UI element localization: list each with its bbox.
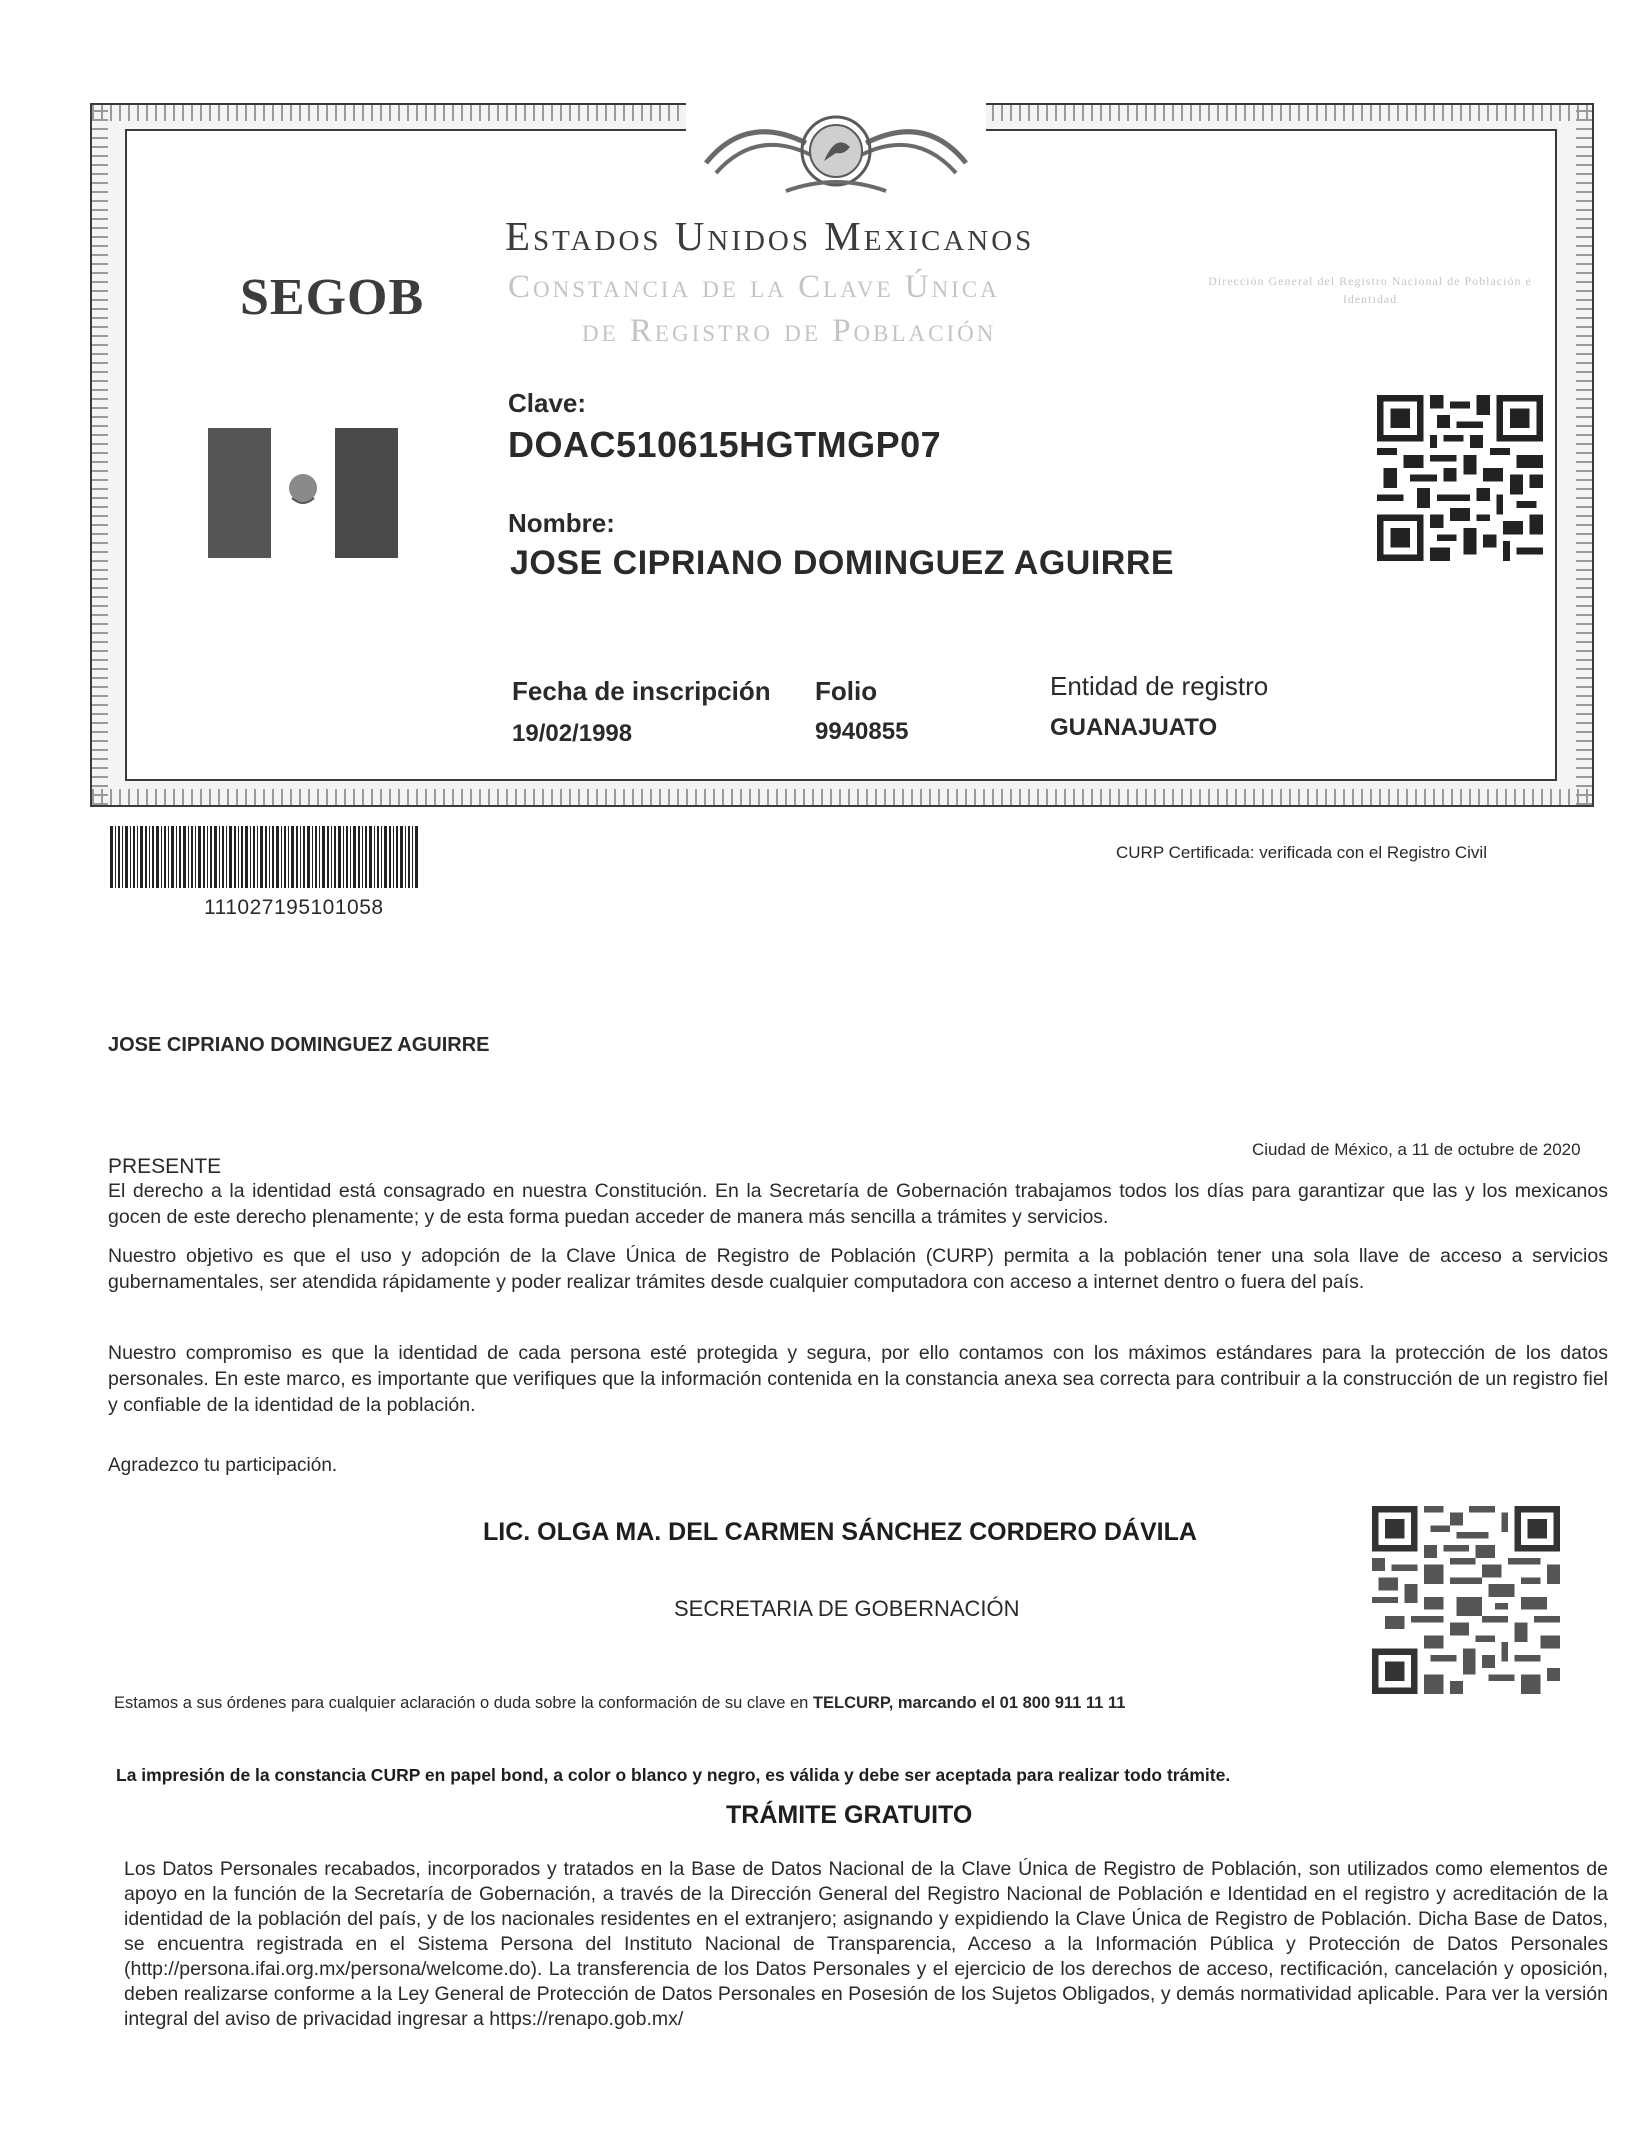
national-coat-of-arms-icon <box>686 103 986 199</box>
folio-value: 9940855 <box>815 718 909 745</box>
letter-paragraph-1: El derecho a la identidad está consagrado en nuestra Constitución. En la Secretaría de Gobernación trabajamos todos los días para garantizar que las y los mexicanos gocen de este derecho plenamente; y de esta forma puedan acceder de manera más sencilla a trámites y servicios. <box>108 1180 1608 1228</box>
signer-title: SECRETARIA DE GOBERNACIÓN <box>674 1596 1020 1621</box>
signer-name: LIC. OLGA MA. DEL CARMEN SÁNCHEZ CORDERO DÁVILA <box>483 1518 1197 1546</box>
letter-paragraph-3: Nuestro compromiso es que la identidad de cada persona esté protegida y segura, por ello contamos con los máximos estándares para la protección de los datos personales. En este marco, es importante que verifiques que la información contenida en la constancia anexa sea correcta para contribuir a la construcción de un registro fiel y confiable de la identidad de la población. <box>108 1342 1608 1416</box>
document-title-line-1: Constancia de la Clave Única <box>508 269 1000 305</box>
validity-note: La impresión de la constancia CURP en papel bond, a color o blanco y negro, es válida y debe ser aceptada para realizar todo trámite. <box>116 1765 1231 1785</box>
curp-certified-note: CURP Certificada: verificada con el Registro Civil <box>1116 843 1487 862</box>
nombre-value: JOSE CIPRIANO DOMINGUEZ AGUIRRE <box>510 544 1175 582</box>
qr-code-icon <box>1372 1506 1560 1694</box>
qr-code-icon <box>1377 395 1543 561</box>
letter-greeting: PRESENTE <box>108 1155 222 1178</box>
barcode-icon <box>110 826 418 888</box>
department-name: Dirección General del Registro Nacional de Población e Identidad <box>1208 274 1532 306</box>
nombre-label: Nombre: <box>508 508 615 538</box>
place-date: Ciudad de México, a 11 de octubre de 2020 <box>1252 1140 1581 1159</box>
letter-paragraph-2: Nuestro objetivo es que el uso y adopción de la Clave Única de Registro de Población (CURP) permita a la población tener una sola llave de acceso a servicios gubernamentales, ser atendida rápidamente y poder realizar trámites desde cualquier computadora con acceso a internet dentro o fuera del país. <box>108 1245 1608 1293</box>
barcode-number: 111027195101058 <box>204 896 384 919</box>
segob-logo: SEGOB <box>240 269 425 326</box>
privacy-notice: Los Datos Personales recabados, incorporados y tratados en la Base de Datos Nacional de la Clave Única de Registro de Población, son utilizados como elementos de apoyo en la función de la Secretaría de Gobernación, a través de la Dirección General del Registro Nacional de Población e Identidad en el registro y acreditación de la identidad de la población del país, y de los nacionales residentes en el extranjero; asignando y expidiendo la Clave Única de Registro de Población. Dicha Base de Datos, se encuentra registrada en el Sistema Persona del Instituto Nacional de Transparencia, Acceso a la Información Pública y Protección de Datos Personales (http://persona.ifai.org.mx/persona/welcome.do). La transferencia de los Datos Personales y el ejercicio de los derechos de acceso, rectificación, cancelación y oposición, deben realizarse conforme a la Ley General de Protección de Datos Personales en Posesión de los Sujetos Obligados, y demás normatividad aplicable. Para ver la versión integral del aviso de privacidad ingresar a https://renapo.gob.mx/ <box>124 1858 1608 2030</box>
contact-note <box>114 1694 1125 1713</box>
folio-label: Folio <box>815 676 878 706</box>
telcurp-phone: TELCURP, marcando el 01 800 911 11 11 <box>812 1694 1126 1712</box>
document-title-line-2: de Registro de Población <box>582 313 997 349</box>
entidad-registro-value: GUANAJUATO <box>1050 714 1218 741</box>
letter-closing: Agradezco tu participación. <box>108 1455 338 1476</box>
country-title: Estados Unidos Mexicanos <box>505 213 1035 259</box>
mexican-flag-icon <box>208 428 398 558</box>
clave-label: Clave: <box>508 388 587 418</box>
fecha-inscripcion-label: Fecha de inscripción <box>512 676 771 706</box>
entidad-registro-label: Entidad de registro <box>1050 671 1269 701</box>
fecha-inscripcion-value: 19/02/1998 <box>512 720 633 747</box>
clave-value: DOAC510615HGTMGP07 <box>508 424 942 465</box>
tramite-gratuito-heading: TRÁMITE GRATUITO <box>726 1801 973 1829</box>
letter-recipient: JOSE CIPRIANO DOMINGUEZ AGUIRRE <box>108 1034 490 1056</box>
contact-text: Estamos a sus órdenes para cualquier aclaración o duda sobre la conformación de su clave en <box>114 1694 809 1712</box>
